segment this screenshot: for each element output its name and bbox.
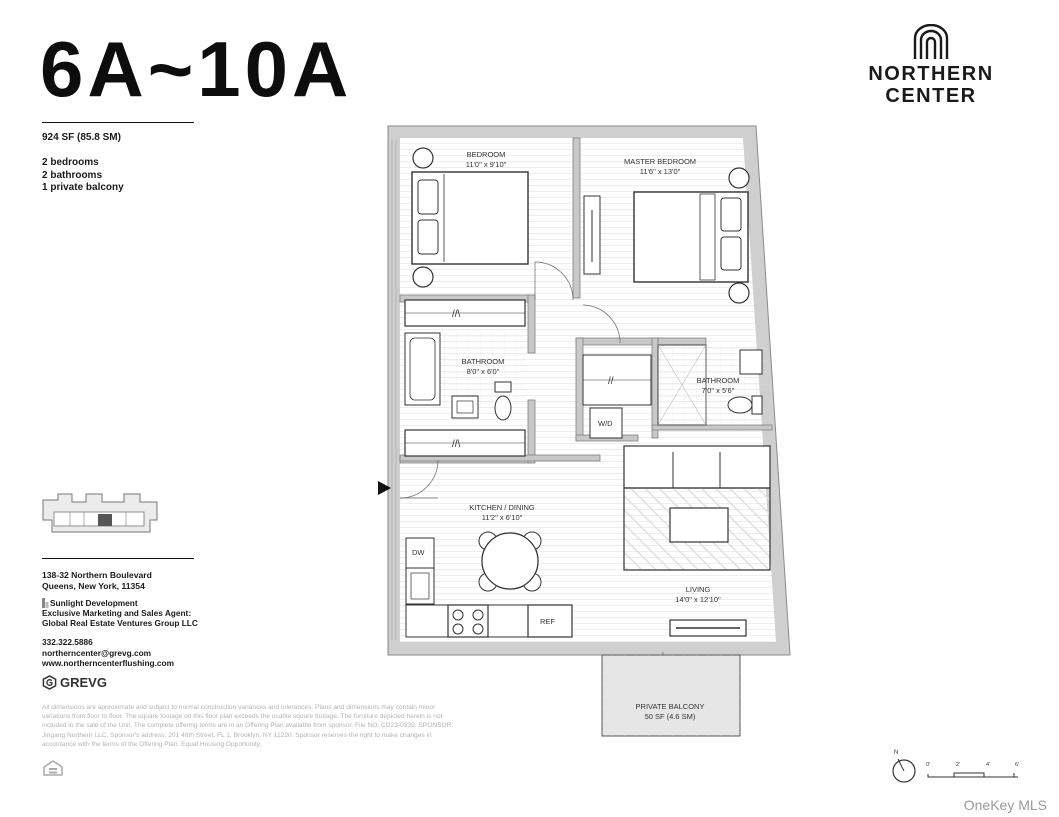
scale-tick-0: 0' (926, 762, 931, 768)
label-dishwasher: DW (412, 548, 425, 557)
feature-bedrooms: 2 bedrooms (42, 157, 99, 168)
svg-text://: // (608, 376, 614, 387)
watermark: OneKey MLS (963, 797, 1047, 813)
brand-line-2: CENTER (885, 85, 977, 107)
unit-area: 924 SF (85.8 SM) (42, 132, 121, 143)
label-refrigerator: REF (540, 617, 555, 626)
toilet-1 (495, 396, 511, 420)
feature-bathrooms: 2 bathrooms (42, 169, 103, 181)
scale-tick-4: 4' (986, 762, 991, 768)
address-line-1: 138-32 Northern Boulevard (42, 570, 152, 580)
brand-line-1: NORTHERN (868, 63, 994, 85)
room-label-kitchen: KITCHEN / DINING 11'2" x 6'10" (469, 503, 535, 522)
contact-website[interactable]: www.northerncenterflushing.com (42, 658, 174, 668)
unit-title: 6A~10A (40, 25, 353, 113)
contact-email[interactable]: northerncenter@grevg.com (42, 647, 152, 658)
agent-line-1: Exclusive Marketing and Sales Agent: (42, 608, 192, 618)
legal-disclaimer: All dimensions are approximate and subject to normal construction variances and tolerances. Plans and dimensions may contain minor variations from floor to floor. The square footage on this floor plan exceeds the usable square footage. The furniture depicted herein is not included in the sale of the Unit. The complete offering terms are in an Offering Plan available from sponsor. File NO. CD23-0339. SPONSOR: Jingang Northern LLC. Sponsor's address: 201 46th Street, FL 1, Brooklyn, NY 11220. Sponsor reserves the right to make changes in accordance with the terms of the Offering Plan. Equal Housing Opportunity. (42, 704, 454, 748)
grevg-logo-text: GREVG (60, 675, 107, 690)
contact-phone[interactable]: 332.322.5886 (42, 637, 93, 647)
svg-text://\: //\ (452, 309, 461, 320)
sofa (624, 446, 770, 488)
agent-line-2: Global Real Estate Ventures Group LLC (42, 618, 198, 628)
scale-tick-6: 6' (1015, 762, 1020, 768)
compass-north-label: N (894, 750, 899, 756)
room-label-balcony: PRIVATE BALCONY 50 SF (4.6 SM) (635, 702, 705, 721)
room-label-bathroom-1: BATHROOM 8'0" x 6'0" (461, 357, 505, 376)
feature-balcony: 1 private balcony (42, 182, 124, 193)
coffee-table (670, 508, 728, 542)
room-label-bathroom-2: BATHROOM 7'0" x 5'6" (696, 376, 740, 395)
sink-2 (740, 350, 762, 374)
developer-name: Sunlight Development (50, 598, 138, 608)
scale-bar (928, 773, 1018, 777)
toilet-2 (728, 397, 752, 413)
address-line-2: Queens, New York, 11354 (42, 581, 145, 591)
room-label-living: LIVING 14'0" x 12'10" (675, 585, 721, 604)
scale-tick-2: 2' (956, 762, 961, 768)
room-label-master-bedroom: MASTER BEDROOM 11'6" x 13'0" (623, 157, 697, 176)
svg-text://\: //\ (452, 439, 461, 450)
label-washer-dryer: W/D (598, 419, 613, 428)
room-label-bedroom: BEDROOM 11'0" x 9'10" (465, 150, 507, 169)
